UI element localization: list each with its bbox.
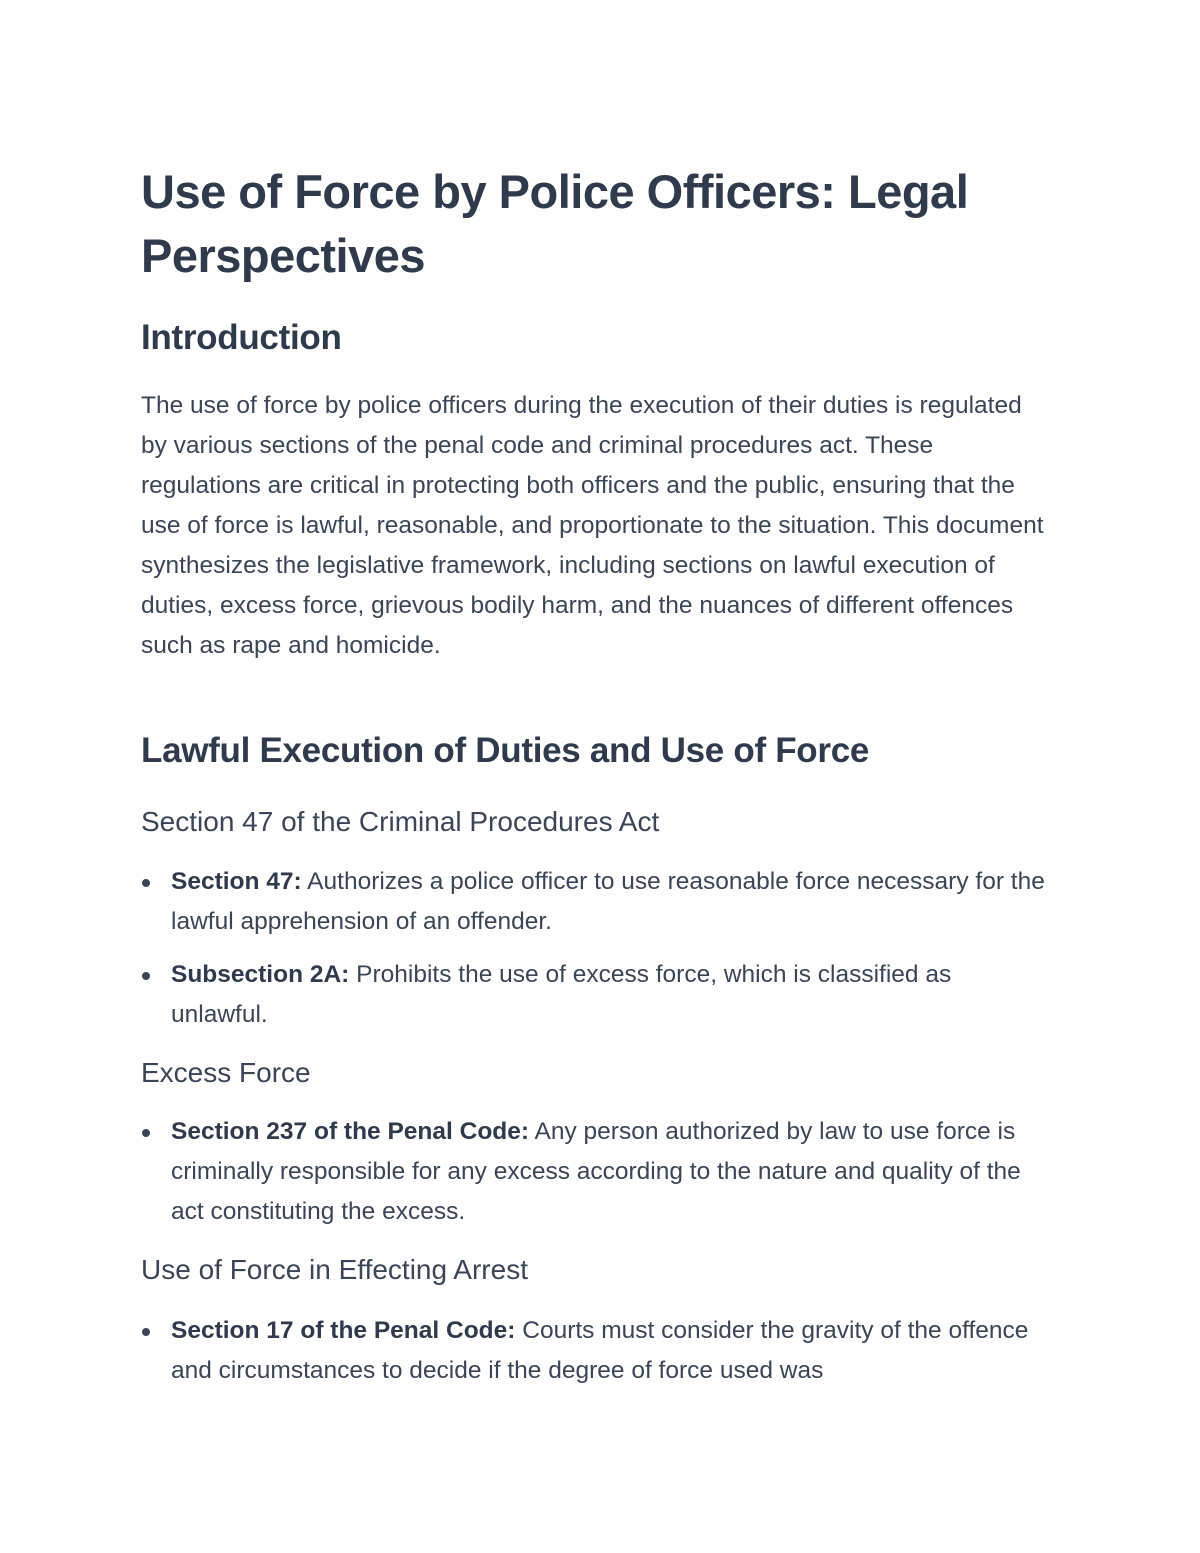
- arrest-list: [141, 1311, 1046, 1391]
- list-item-term: Section 47:: [171, 868, 302, 895]
- list-item-term: Section 237 of the Penal Code:: [171, 1118, 530, 1145]
- bullet-icon: [142, 1129, 150, 1137]
- list-item: [141, 955, 1046, 1035]
- list-item: [141, 1112, 1046, 1232]
- lawful-execution-heading: Lawful Execution of Duties and Use of Force: [141, 731, 870, 770]
- list-item-text: Authorizes a police officer to use reasonable force necessary for the lawful apprehension of an offender.: [171, 868, 1045, 935]
- list-item-text: Any person authorized by law to use force is criminally responsible for any excess according to the nature and quality of the act constituting the excess.: [171, 1118, 1021, 1225]
- introduction-paragraph: The use of force by police officers during the execution of their duties is regulated by various sections of the penal code and criminal procedures act. These regulations are critical in protecting both officers and the public, ensuring that the use of force is lawful, reasonable, and proportionate to the situation. This document synthesizes the legislative framework, including sections on lawful execution of duties, excess force, grievous bodily harm, and the nuances of different offences such as rape and homicide.: [141, 392, 1044, 659]
- list-item-term: Subsection 2A:: [171, 961, 350, 988]
- excess-force-heading: Excess Force: [141, 1057, 311, 1088]
- arrest-heading: Use of Force in Effecting Arrest: [141, 1254, 528, 1285]
- bullet-icon: [142, 1328, 150, 1336]
- section-47-list: [141, 862, 1046, 1035]
- document-title: Use of Force by Police Officers: Legal Perspectives: [141, 165, 969, 282]
- section-47-heading: Section 47 of the Criminal Procedures Act: [141, 806, 660, 837]
- list-item-text: Courts must consider the gravity of the offence and circumstances to decide if the degree of force used was: [171, 1317, 1029, 1384]
- document-page: [141, 0, 1046, 1553]
- list-item-term: Section 17 of the Penal Code:: [171, 1317, 516, 1344]
- bullet-icon: [142, 879, 150, 887]
- excess-force-list: [141, 1112, 1046, 1232]
- introduction-heading: Introduction: [141, 318, 342, 357]
- list-item: [141, 1311, 1046, 1391]
- bullet-icon: [142, 972, 150, 980]
- list-item: [141, 862, 1046, 942]
- list-item-text: Prohibits the use of excess force, which is classified as unlawful.: [171, 961, 952, 1028]
